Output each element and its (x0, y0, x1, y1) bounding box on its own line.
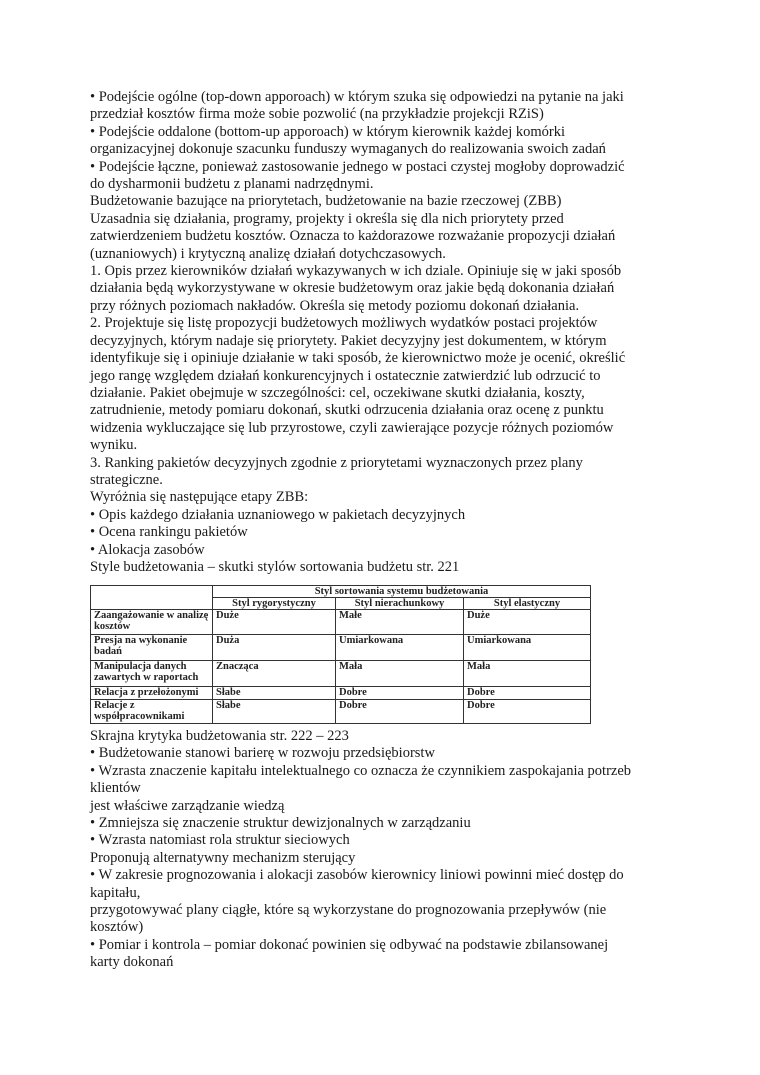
table-group-header: Styl sortowania systemu budżetowania (213, 586, 591, 598)
text-line: • Zmniejsza się znaczenie struktur dewizjonalnych w zarządzaniu (90, 815, 471, 832)
table-row (91, 610, 591, 635)
table-cell: Słabe (213, 687, 336, 700)
text-line: klientów (90, 780, 141, 797)
text-line: • Budżetowanie stanowi barierę w rozwoju przedsiębiorstw (90, 745, 435, 762)
text-line: zatrudnienie, metody pomiaru dokonań, skutki odrzucenia działania oraz ocenę z punktu (90, 402, 604, 419)
text-line: widzenia wykluczające się lub przyrostowe, czyli zawierające pozycje różnych poziomów (90, 419, 614, 436)
section-heading: Style budżetowania – skutki stylów sortowania budżetu str. 221 (90, 558, 460, 575)
text-line: zatwierdzeniem budżetu kosztów. Oznacza to każdorazowe rozważanie propozycji działań (90, 228, 616, 245)
text-line: przedział kosztów firma może sobie pozwolić (na przykładzie projekcji RZiS) (90, 106, 544, 123)
table-cell: Znacząca (213, 661, 336, 687)
text-line: przy różnych poziomach nakładów. Określa się metody poziomu dokonań działania. (90, 297, 580, 314)
text-line: 2. Projektuje się listę propozycji budżetowych możliwych wydatków postaci projektów (90, 315, 598, 332)
column-header: Styl rygorystyczny (213, 598, 336, 610)
table-row (91, 635, 591, 661)
text-block-top (90, 89, 670, 576)
text-line: • Ocena rankingu pakietów (90, 524, 248, 541)
text-line: jest właściwe zarządzanie wiedzą (90, 797, 285, 814)
row-label: Presja na wykonanie badań (91, 635, 213, 661)
table-row (91, 700, 591, 724)
text-line: • W zakresie prognozowania i alokacji zasobów kierownicy liniowi powinni mieć dostęp do (90, 867, 624, 884)
text-line: karty dokonań (90, 954, 174, 971)
budget-styles-table (90, 585, 591, 724)
text-line: • Podejście ogólne (top-down apporoach) w którym szuka się odpowiedzi na pytanie na jaki (90, 89, 624, 105)
text-line: decyzyjnych, którym nadaje się priorytety. Pakiet decyzyjny jest dokumentem, w którym (90, 332, 607, 349)
text-line: (uznaniowych) i krytyczną analizę działań dotychczasowych. (90, 245, 446, 262)
text-line: jego rangę względem działań konkurencyjnych i ostatecznie zatwierdzić lub odrzucić to (90, 367, 601, 384)
text-line: • Wzrasta znaczenie kapitału intelektualnego co oznacza że czynnikiem zaspokajania potrzeb (90, 762, 632, 779)
text-line: Proponują alternatywny mechanizm sterujący (90, 849, 356, 866)
text-line: wyniku. (90, 437, 138, 454)
row-label: Relacje z współpracownikami (91, 700, 213, 724)
section-heading: Budżetowanie bazujące na priorytetach, budżetowanie na bazie rzeczowej (ZBB) (90, 193, 562, 210)
text-line: przygotowywać plany ciągłe, które są wykorzystane do prognozowania przepływów (nie (90, 902, 607, 919)
text-line: działanie. Pakiet obejmuje w szczególności: cel, oczekiwane skutki działania, koszty, (90, 384, 585, 401)
row-label: Manipulacja danych zawartych w raportach (91, 661, 213, 687)
table-header-row (91, 586, 591, 598)
text-line: • Pomiar i kontrola – pomiar dokonać powinien się odbywać na podstawie zbilansowanej (90, 936, 609, 953)
column-header: Styl elastyczny (464, 598, 591, 610)
text-line: • Alokacja zasobów (90, 541, 205, 558)
table-cell: Umiarkowana (336, 635, 464, 661)
text-line: identyfikuje się i opiniuje działanie w taki sposób, że kierownictwo może je ocenić, określić (90, 350, 626, 367)
text-line: Wyróżnia się następujące etapy ZBB: (90, 489, 309, 506)
table-cell: Dobre (464, 687, 591, 700)
text-block-bottom (90, 728, 670, 972)
text-line: • Podejście łączne, ponieważ zastosowanie jednego w postaci czystej mogłoby doprowadzić (90, 158, 625, 175)
table-corner-cell (91, 586, 213, 610)
table-cell: Słabe (213, 700, 336, 724)
table-cell: Duża (213, 635, 336, 661)
table-cell: Mała (464, 661, 591, 687)
text-line: • Opis każdego działania uznaniowego w pakietach decyzyjnych (90, 506, 466, 523)
text-line: kosztów) (90, 919, 144, 936)
table-cell: Dobre (336, 700, 464, 724)
table-cell: Umiarkowana (464, 635, 591, 661)
text-line: do dysharmonii budżetu z planami nadrzędnymi. (90, 176, 374, 193)
budget-styles-table-wrap (90, 585, 590, 722)
table-cell: Dobre (464, 700, 591, 724)
text-line: Uzasadnia się działania, programy, projekty i określa się dla nich priorytety przed (90, 210, 564, 227)
table-cell: Dobre (336, 687, 464, 700)
table-row (91, 687, 591, 700)
table-cell: Duże (213, 610, 336, 635)
text-line: działania będą wykorzystywane w okresie budżetowym oraz jakie będą dokonania działań (90, 280, 615, 297)
table-cell: Mała (336, 661, 464, 687)
text-line: strategiczne. (90, 471, 163, 488)
text-line: • Wzrasta natomiast rola struktur sieciowych (90, 832, 350, 849)
text-line: 1. Opis przez kierowników działań wykazywanych w ich dziale. Opiniuje się w jaki sposób (90, 263, 622, 280)
column-header: Styl nierachunkowy (336, 598, 464, 610)
text-line: 3. Ranking pakietów decyzyjnych zgodnie z priorytetami wyznaczonych przez plany (90, 454, 583, 471)
text-line: • Podejście oddalone (bottom-up apporoach) w którym kierownik każdej komórki (90, 123, 566, 140)
text-line: organizacyjnej dokonuje szacunku funduszy wymaganych do realizowania swoich zadań (90, 141, 606, 158)
row-label: Relacja z przełożonymi (91, 687, 213, 700)
text-line: kapitału, (90, 884, 141, 901)
section-heading: Skrajna krytyka budżetowania str. 222 – 223 (90, 728, 349, 744)
row-label: Zaangażowanie w analizę kosztów (91, 610, 213, 635)
table-row (91, 661, 591, 687)
table-cell: Małe (336, 610, 464, 635)
table-cell: Duże (464, 610, 591, 635)
